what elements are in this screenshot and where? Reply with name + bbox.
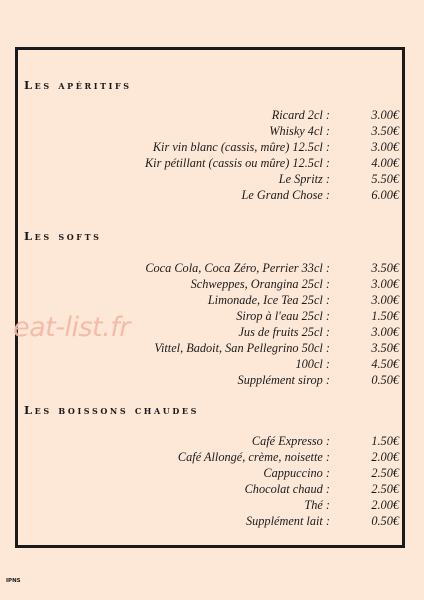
item-price: 3.00€ bbox=[371, 277, 399, 291]
menu-item bbox=[18, 372, 402, 388]
item-label: Le Spritz : bbox=[278, 172, 330, 186]
item-label: Thé : bbox=[304, 498, 330, 512]
menu-item bbox=[18, 513, 402, 529]
item-label: Supplément lait : bbox=[245, 514, 330, 528]
menu-item bbox=[18, 187, 402, 203]
item-label: Café Allongé, crème, noisette : bbox=[177, 450, 330, 464]
item-label: Café Expresso : bbox=[251, 434, 330, 448]
item-label: Jus de fruits 25cl : bbox=[238, 325, 330, 339]
item-price: 3.50€ bbox=[371, 341, 399, 355]
item-price: 2.00€ bbox=[371, 498, 399, 512]
menu-item bbox=[18, 481, 402, 497]
item-price: 3.00€ bbox=[371, 140, 399, 154]
item-price: 4.00€ bbox=[371, 156, 399, 170]
menu-item bbox=[18, 449, 402, 465]
item-label: Chocolat chaud : bbox=[244, 482, 330, 496]
item-label: Sirop à l'eau 25cl : bbox=[236, 309, 330, 323]
item-price: 3.00€ bbox=[371, 325, 399, 339]
watermark: eat-list.fr bbox=[13, 312, 130, 343]
menu-item bbox=[18, 276, 402, 292]
menu-item bbox=[18, 155, 402, 171]
section-title: Les softs bbox=[24, 229, 102, 243]
section-title: Les boissons chaudes bbox=[24, 403, 199, 417]
menu-item bbox=[18, 356, 402, 372]
item-price: 4.50€ bbox=[371, 357, 399, 371]
menu-item bbox=[18, 260, 402, 276]
item-label: Vittel, Badoit, San Pellegrino 50cl : bbox=[154, 341, 330, 355]
item-label: Limonade, Ice Tea 25cl : bbox=[207, 293, 330, 307]
item-price: 1.50€ bbox=[371, 434, 399, 448]
item-price: 3.00€ bbox=[371, 108, 399, 122]
item-price: 3.00€ bbox=[371, 293, 399, 307]
menu-item bbox=[18, 433, 402, 449]
menu-item bbox=[18, 497, 402, 513]
item-label: Le Grand Chose : bbox=[241, 188, 330, 202]
item-label: Coca Cola, Coca Zéro, Perrier 33cl : bbox=[145, 261, 330, 275]
item-label: Kir pétillant (cassis ou mûre) 12.5cl : bbox=[144, 156, 330, 170]
item-label: Schweppes, Orangina 25cl : bbox=[190, 277, 330, 291]
item-price: 0.50€ bbox=[371, 514, 399, 528]
menu-item bbox=[18, 465, 402, 481]
item-price: 0.50€ bbox=[371, 373, 399, 387]
menu-item bbox=[18, 171, 402, 187]
item-price: 5.50€ bbox=[371, 172, 399, 186]
menu-item bbox=[18, 139, 402, 155]
menu-item bbox=[18, 123, 402, 139]
menu-frame bbox=[15, 47, 405, 548]
menu-item bbox=[18, 107, 402, 123]
item-label: Whisky 4cl : bbox=[269, 124, 330, 138]
item-label: Supplément sirop : bbox=[237, 373, 330, 387]
item-price: 3.50€ bbox=[371, 124, 399, 138]
item-price: 1.50€ bbox=[371, 309, 399, 323]
item-price: 2.00€ bbox=[371, 450, 399, 464]
item-label: Cappuccino : bbox=[263, 466, 330, 480]
item-label: 100cl : bbox=[295, 357, 330, 371]
footer-ipns: IPNS bbox=[6, 578, 21, 584]
menu-item bbox=[18, 292, 402, 308]
item-price: 2.50€ bbox=[371, 466, 399, 480]
item-label: Ricard 2cl : bbox=[271, 108, 330, 122]
item-price: 2.50€ bbox=[371, 482, 399, 496]
item-price: 6.00€ bbox=[371, 188, 399, 202]
item-label: Kir vin blanc (cassis, mûre) 12.5cl : bbox=[152, 140, 330, 154]
item-price: 3.50€ bbox=[371, 261, 399, 275]
section-title: Les apéritifs bbox=[24, 78, 132, 92]
